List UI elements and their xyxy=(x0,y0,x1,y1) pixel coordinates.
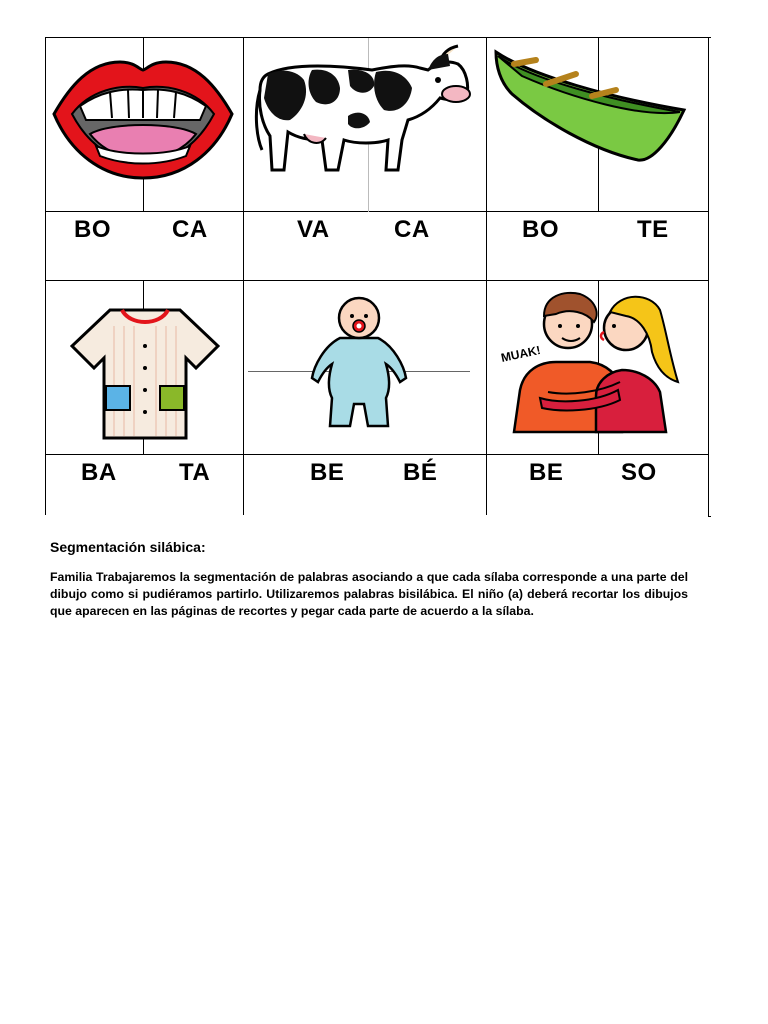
kiss-illustration xyxy=(500,286,680,434)
grid-line xyxy=(486,37,487,515)
syllable: BE xyxy=(310,459,345,486)
cow-illustration xyxy=(252,40,474,186)
canoe-illustration xyxy=(492,46,688,166)
instructions-paragraph: Familia Trabajaremos la segmentación de palabras asociando a que cada sílaba corresponde a una parte del dibujo como si pudiéramos partirlo. Utilizaremos palabras bisilábica. El niño (a) deberá recortar los dibujos que aparecen en las páginas de recortes y pegar cada parte de acuerdo a la sílaba. xyxy=(50,570,688,618)
grid-line xyxy=(243,37,244,515)
syllable: BE xyxy=(529,459,564,486)
syllable: BA xyxy=(81,459,117,486)
grid-line xyxy=(46,280,709,281)
syllable: TE xyxy=(637,216,669,243)
syllable: BÉ xyxy=(403,459,438,486)
syllable: SO xyxy=(621,459,657,486)
baby-illustration xyxy=(304,294,416,432)
smock-illustration xyxy=(70,306,220,442)
grid-line xyxy=(45,37,46,515)
grid-line xyxy=(708,516,711,517)
syllable: CA xyxy=(394,216,430,243)
grid-line xyxy=(46,211,709,212)
grid-line xyxy=(46,37,244,38)
grid-line xyxy=(708,37,711,38)
mouth-illustration xyxy=(50,56,236,184)
grid-line xyxy=(46,454,709,455)
section-heading: Segmentación silábica: xyxy=(50,539,206,555)
syllable: VA xyxy=(297,216,330,243)
syllable: CA xyxy=(172,216,208,243)
grid-line xyxy=(243,37,709,38)
syllable: BO xyxy=(74,216,111,243)
grid-line xyxy=(708,37,709,517)
kiss-caption: MUAK! xyxy=(500,342,542,365)
syllable: TA xyxy=(179,459,211,486)
syllable: BO xyxy=(522,216,559,243)
